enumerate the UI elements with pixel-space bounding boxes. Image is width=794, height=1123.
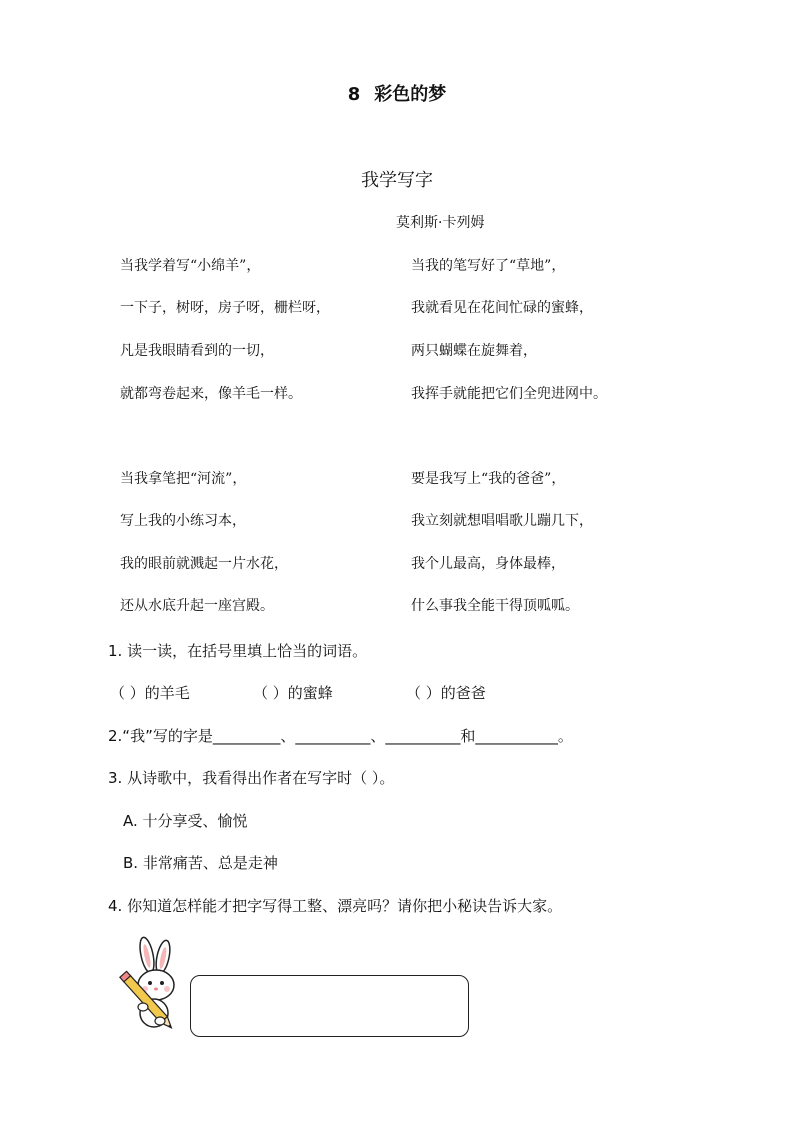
poem-line: 当我学着写“小绵羊”， xyxy=(120,258,261,274)
poem-line: 就都弯卷起来，像羊毛一样。 xyxy=(120,386,302,402)
question-4-prompt: 4. 你知道怎样能才把字写得工整、漂亮吗？请你把小秘诀告诉大家。 xyxy=(108,897,563,915)
question-3-prompt: 3. 从诗歌中，我看得出作者在写字时（ ）。 xyxy=(108,769,395,787)
question-3-option-a: A. 十分享受、愉悦 xyxy=(123,812,248,830)
poem-line: 写上我的小练习本， xyxy=(120,513,246,529)
poem-line: 我就看见在花间忙碌的蜜蜂， xyxy=(411,300,593,316)
poem-author: 莫利斯·卡列姆 xyxy=(396,215,485,231)
rabbit-pencil-illustration xyxy=(112,935,187,1035)
poem-line: 我个儿最高，身体最棒， xyxy=(411,556,565,572)
lesson-name: 彩色的梦 xyxy=(374,84,447,105)
poem-title: 我学写字 xyxy=(361,170,433,191)
question-2-prompt: 2.“我”写的字是_________、__________、__________和___________。 xyxy=(108,727,573,745)
poem-line: 凡是我眼睛看到的一切， xyxy=(120,343,274,359)
poem-line: 我的眼前就溅起一片水花， xyxy=(120,556,288,572)
poem-line: 我挥手就能把它们全兜进网中。 xyxy=(411,386,607,402)
poem-line: 我立刻就想唱唱歌儿蹦几下， xyxy=(411,513,593,529)
poem-line: 当我的笔写好了“草地”， xyxy=(411,258,566,274)
question-1-prompt: 1. 读一读，在括号里填上恰当的词语。 xyxy=(108,642,368,660)
question-3-option-b: B. 非常痛苦、总是走神 xyxy=(123,854,278,872)
poem-line: 还从水底升起一座宫殿。 xyxy=(120,598,274,614)
poem-line: 当我拿笔把“河流”， xyxy=(120,471,247,487)
question-1-blank: （ ）的爸爸 xyxy=(406,684,486,702)
poem-line: 什么事我全能干得顶呱呱。 xyxy=(411,598,579,614)
poem-line: 要是我写上“我的爸爸”， xyxy=(411,471,566,487)
poem-line: 一下子，树呀，房子呀，栅栏呀， xyxy=(120,300,330,316)
poem-line: 两只蝴蝶在旋舞着， xyxy=(411,343,537,359)
question-1-blank: （ ）的蜜蜂 xyxy=(253,684,333,702)
lesson-number: 8 xyxy=(347,84,361,105)
lesson-title xyxy=(0,80,794,106)
question-1-blank: （ ）的羊毛 xyxy=(110,684,190,702)
answer-box[interactable] xyxy=(190,975,469,1037)
